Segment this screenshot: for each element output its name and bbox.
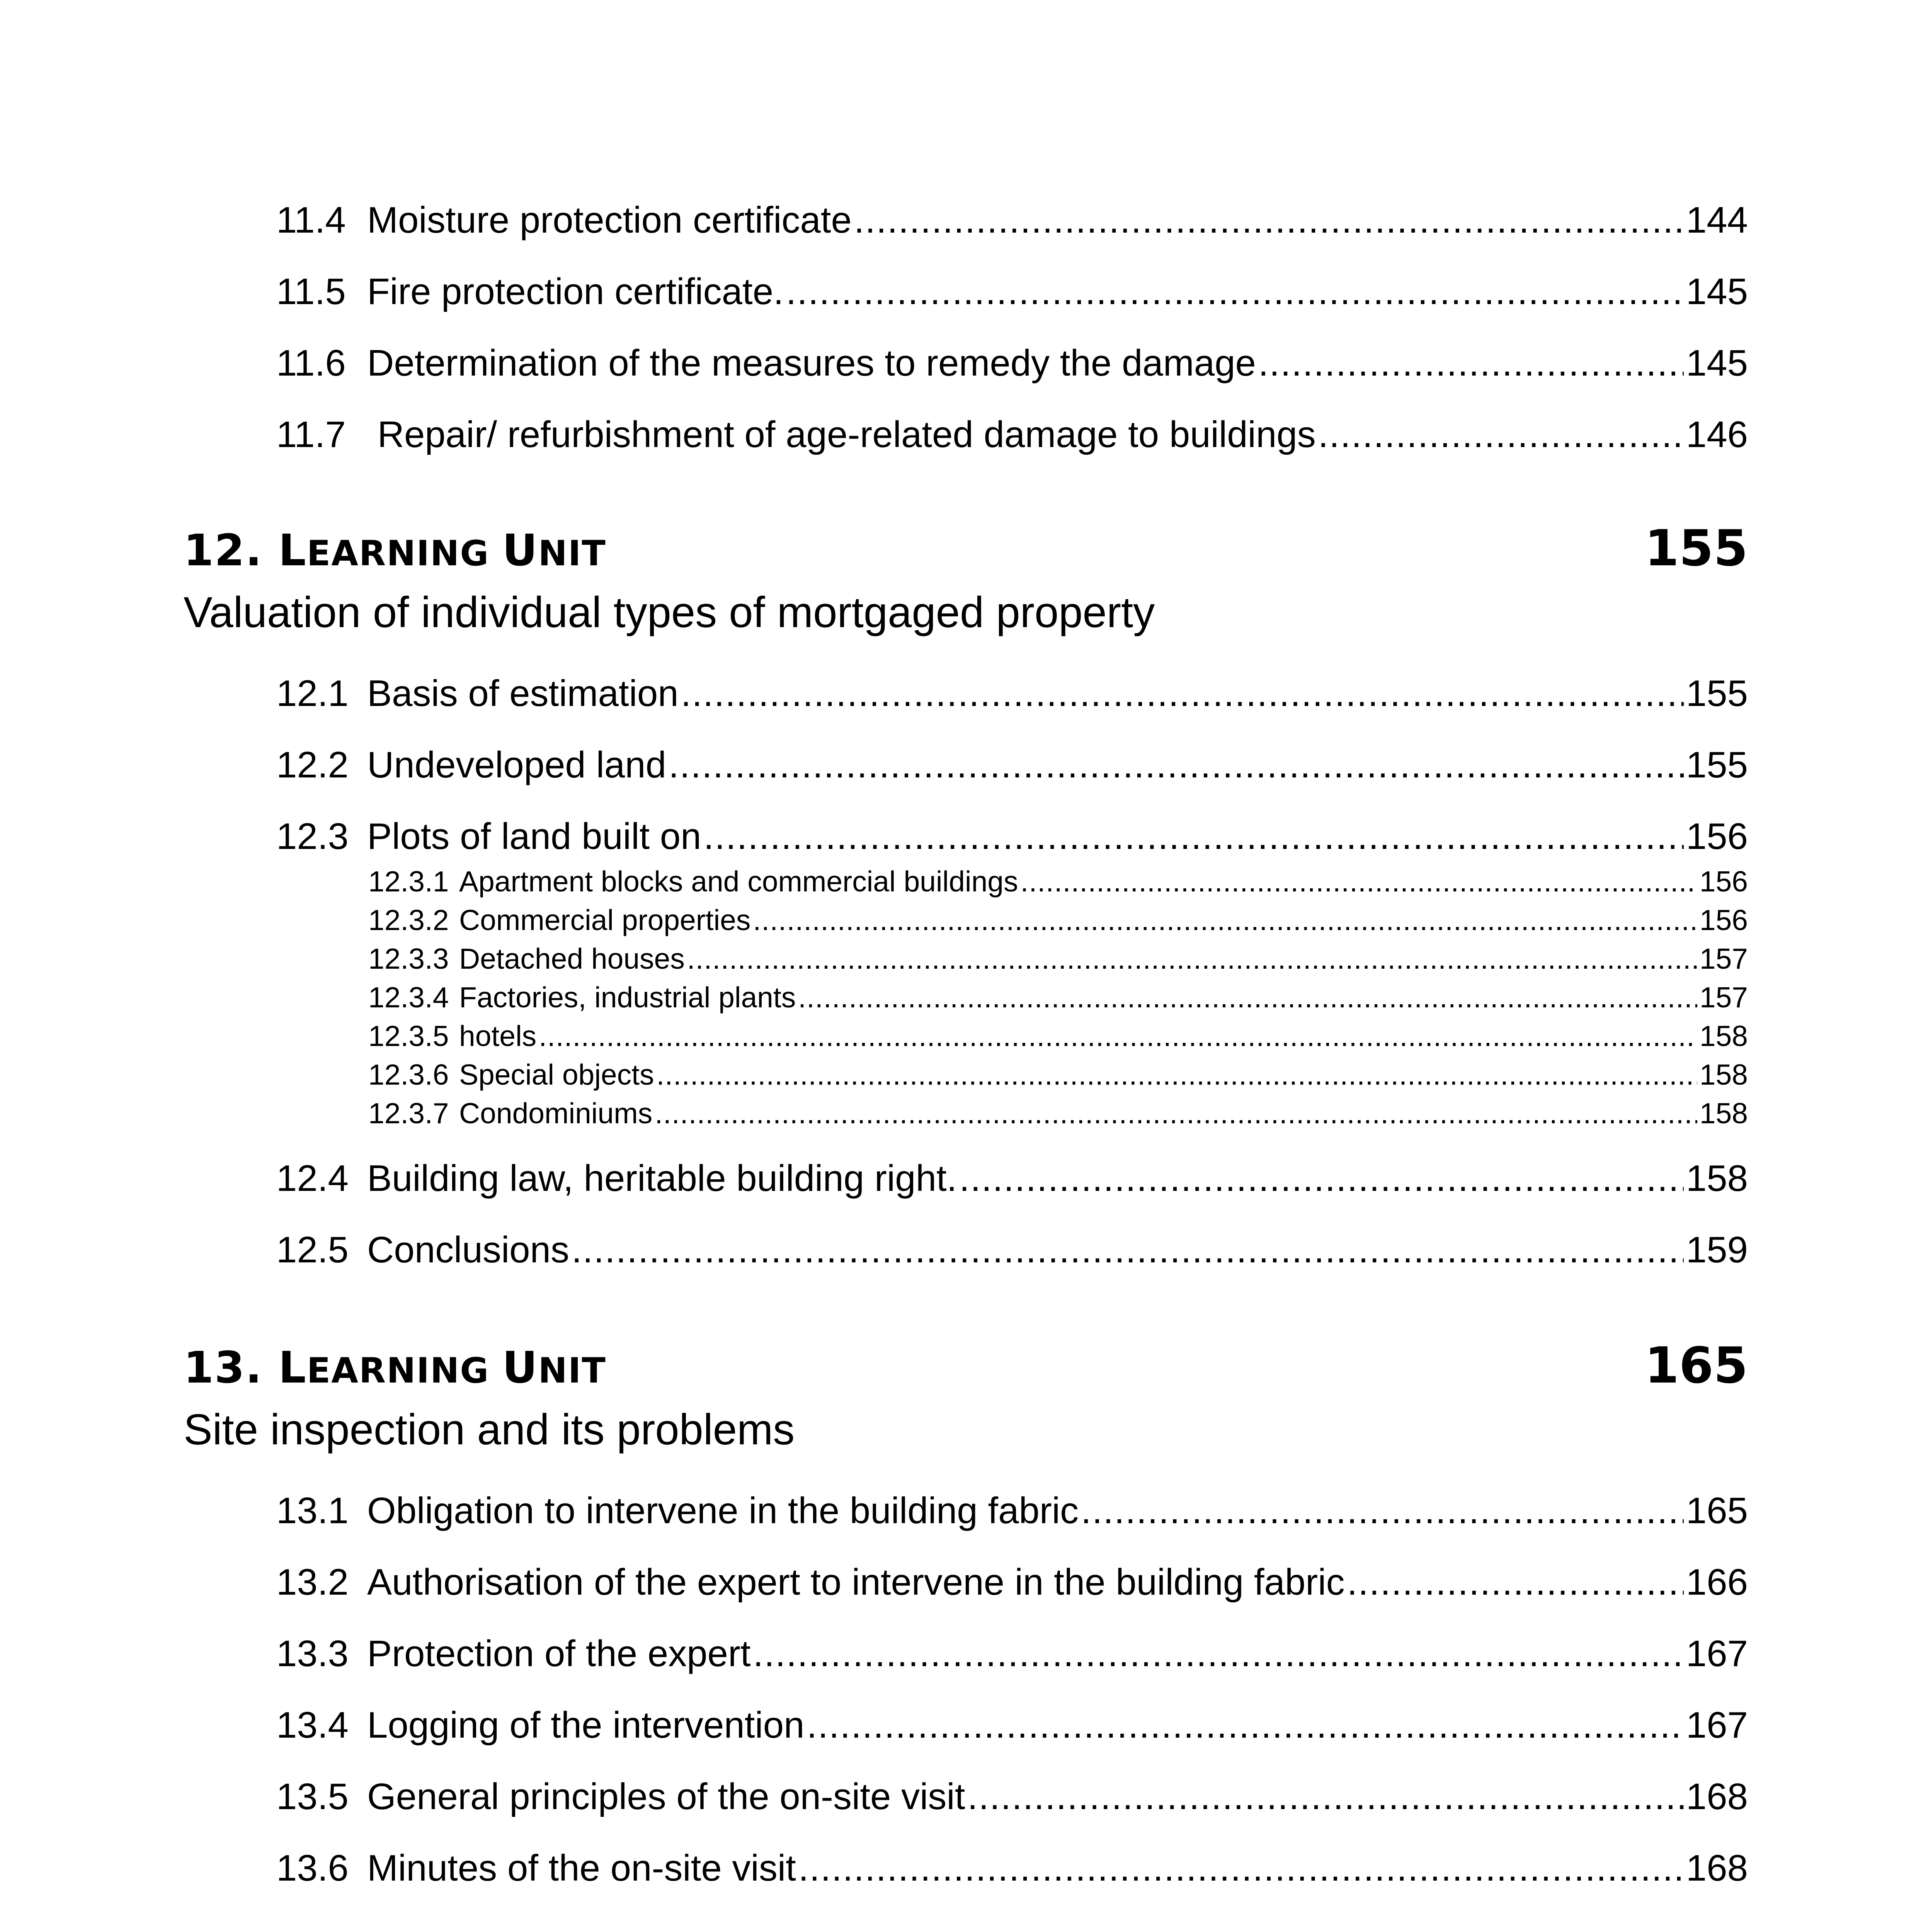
chapter-number: 13. [184,1343,263,1393]
entry-page: 165 [1686,1490,1748,1531]
toc-entry-11-6[interactable] [276,342,1748,388]
toc-entry-12-5[interactable] [276,1229,1748,1275]
chapter-label-rest: EARNING [306,533,502,574]
dot-leader [753,903,1697,937]
chapter-page: 165 [1644,1337,1748,1395]
entry-title: Plots of land built on [367,816,701,857]
chapter-heading-12[interactable] [184,520,1748,582]
dot-leader [704,815,1684,858]
entry-number: 12.3 [276,816,349,857]
dot-leader [807,1704,1684,1747]
dot-leader [687,942,1697,975]
subentry-title: Commercial properties [459,904,751,936]
entry-title: Logging of the intervention [367,1704,805,1746]
toc-subentry-12-3-1[interactable] [368,865,1748,900]
chapter-page: 155 [1644,520,1748,577]
chapter-subtitle-12: Valuation of individual types of mortgaged property [184,588,1155,636]
dot-leader [798,1847,1684,1889]
subentry-page: 158 [1699,1020,1748,1052]
dot-leader [572,1229,1684,1271]
subentry-number: 12.3.4 [368,981,449,1014]
subentry-number: 12.3.5 [368,1020,449,1052]
entry-number: 11.6 [276,342,346,384]
entry-page: 168 [1686,1847,1748,1889]
entry-number: 13.2 [276,1561,349,1603]
toc-entry-11-7[interactable] [276,413,1748,460]
toc-entry-13-3[interactable] [276,1633,1748,1679]
toc-entry-11-4[interactable] [276,199,1748,245]
subentry-page: 158 [1699,1097,1748,1129]
toc-subentry-12-3-4[interactable] [368,981,1748,1016]
dot-leader [681,672,1684,715]
entry-title: Minutes of the on-site visit [367,1847,796,1889]
entry-page: 155 [1686,673,1748,714]
entry-number: 11.5 [276,271,346,312]
dot-leader [655,1097,1697,1130]
subentry-page: 157 [1699,942,1748,975]
dot-leader [753,1633,1684,1675]
dot-leader [967,1776,1683,1818]
entry-number: 13.3 [276,1633,349,1674]
entry-number: 12.1 [276,673,349,714]
entry-number: 13.1 [276,1490,349,1531]
dot-leader [959,1157,1684,1200]
entry-number: 12.4 [276,1158,349,1199]
entry-title: Protection of the expert [367,1633,751,1674]
toc-subentry-12-3-3[interactable] [368,942,1748,978]
entry-page: 167 [1686,1704,1748,1746]
entry-title: Obligation to intervene in the building fabric [367,1490,1079,1531]
entry-title: Determination of the measures to remedy the damage [367,342,1256,384]
subentry-page: 158 [1699,1058,1748,1091]
chapter-label-rest2: NIT [538,1350,606,1391]
subentry-number: 12.3.7 [368,1097,449,1129]
toc-subentry-12-3-5[interactable] [368,1019,1748,1055]
subentry-number: 12.3.3 [368,942,449,975]
subentry-title: hotels [459,1020,537,1052]
toc-entry-13-6[interactable] [276,1847,1748,1893]
toc-entry-13-4[interactable] [276,1704,1748,1750]
toc-entry-12-1[interactable] [276,672,1748,719]
entry-title: Moisture protection certificate [367,199,852,241]
entry-page: 146 [1686,414,1748,455]
entry-page: 156 [1686,816,1748,857]
subentry-title: Special objects [459,1058,654,1091]
entry-title: General principles of the on-site visit [367,1776,965,1817]
chapter-heading-13[interactable] [184,1337,1748,1399]
entry-page: 145 [1686,342,1748,384]
entry-page: 155 [1686,744,1748,786]
dot-leader [1318,413,1684,456]
toc-entry-12-3[interactable] [276,815,1748,862]
chapter-title [184,1343,606,1393]
dot-leader [669,744,1684,786]
entry-number: 13.4 [276,1704,349,1746]
dot-leader [1081,1490,1684,1532]
toc-subentry-12-3-7[interactable] [368,1097,1748,1132]
entry-page: 158 [1686,1158,1748,1199]
chapter-label-initial: L [278,1343,307,1393]
entry-title: Repair/ refurbishment of age-related damage to buildings [367,414,1316,455]
dot-leader [1347,1561,1684,1604]
subentry-page: 156 [1699,865,1748,898]
entry-title: Building law, heritable building right. [367,1158,957,1199]
subentry-number: 12.3.1 [368,865,449,898]
toc-entry-13-5[interactable] [276,1776,1748,1822]
dot-leader [656,1058,1697,1091]
chapter-title [184,526,606,576]
entry-page: 144 [1686,199,1748,241]
subentry-title: Apartment blocks and commercial buildings [459,865,1018,898]
toc-subentry-12-3-2[interactable] [368,903,1748,939]
subentry-page: 157 [1699,981,1748,1014]
chapter-subtitle-13: Site inspection and its problems [184,1405,795,1454]
dot-leader [1258,342,1684,384]
entry-number: 11.4 [276,199,346,241]
toc-subentry-12-3-6[interactable] [368,1058,1748,1094]
subentry-title: Condominiums [459,1097,653,1129]
toc-entry-12-2[interactable] [276,744,1748,790]
subentry-number: 12.3.6 [368,1058,449,1091]
entry-number: 12.2 [276,744,349,786]
entry-number: 13.5 [276,1776,349,1817]
entry-page: 159 [1686,1229,1748,1270]
chapter-label-initial2: U [502,1343,538,1393]
entry-title: Undeveloped land [367,744,666,786]
toc-entry-11-5[interactable] [276,270,1748,317]
entry-title: Conclusions [367,1229,569,1270]
subentry-page: 156 [1699,904,1748,936]
chapter-label-rest: EARNING [306,1350,502,1391]
chapter-number: 12. [184,526,263,576]
subentry-title: Detached houses [459,942,685,975]
entry-page: 168 [1686,1776,1748,1817]
dot-leader [1021,865,1697,898]
entry-title: Basis of estimation [367,673,679,714]
dot-leader [798,981,1697,1014]
entry-page: 167 [1686,1633,1748,1674]
chapter-label-initial2: U [502,526,538,576]
entry-number: 13.6 [276,1847,349,1889]
entry-page: 145 [1686,271,1748,312]
toc-entry-13-1[interactable] [276,1490,1748,1536]
entry-page: 166 [1686,1561,1748,1603]
toc-entry-12-4[interactable] [276,1157,1748,1204]
subentry-number: 12.3.2 [368,904,449,936]
entry-title: Authorisation of the expert to intervene in the building fabric [367,1561,1345,1603]
entry-number: 12.5 [276,1229,349,1270]
chapter-label-initial: L [278,526,307,576]
subentry-title: Factories, industrial plants [459,981,796,1014]
dot-leader [854,199,1684,242]
dot-leader [539,1019,1697,1053]
entry-title: Fire protection certificate. [367,271,784,312]
entry-number: 11.7 [276,414,346,455]
dot-leader [786,270,1684,313]
chapter-label-rest2: NIT [538,533,606,574]
toc-entry-13-2[interactable] [276,1561,1748,1607]
